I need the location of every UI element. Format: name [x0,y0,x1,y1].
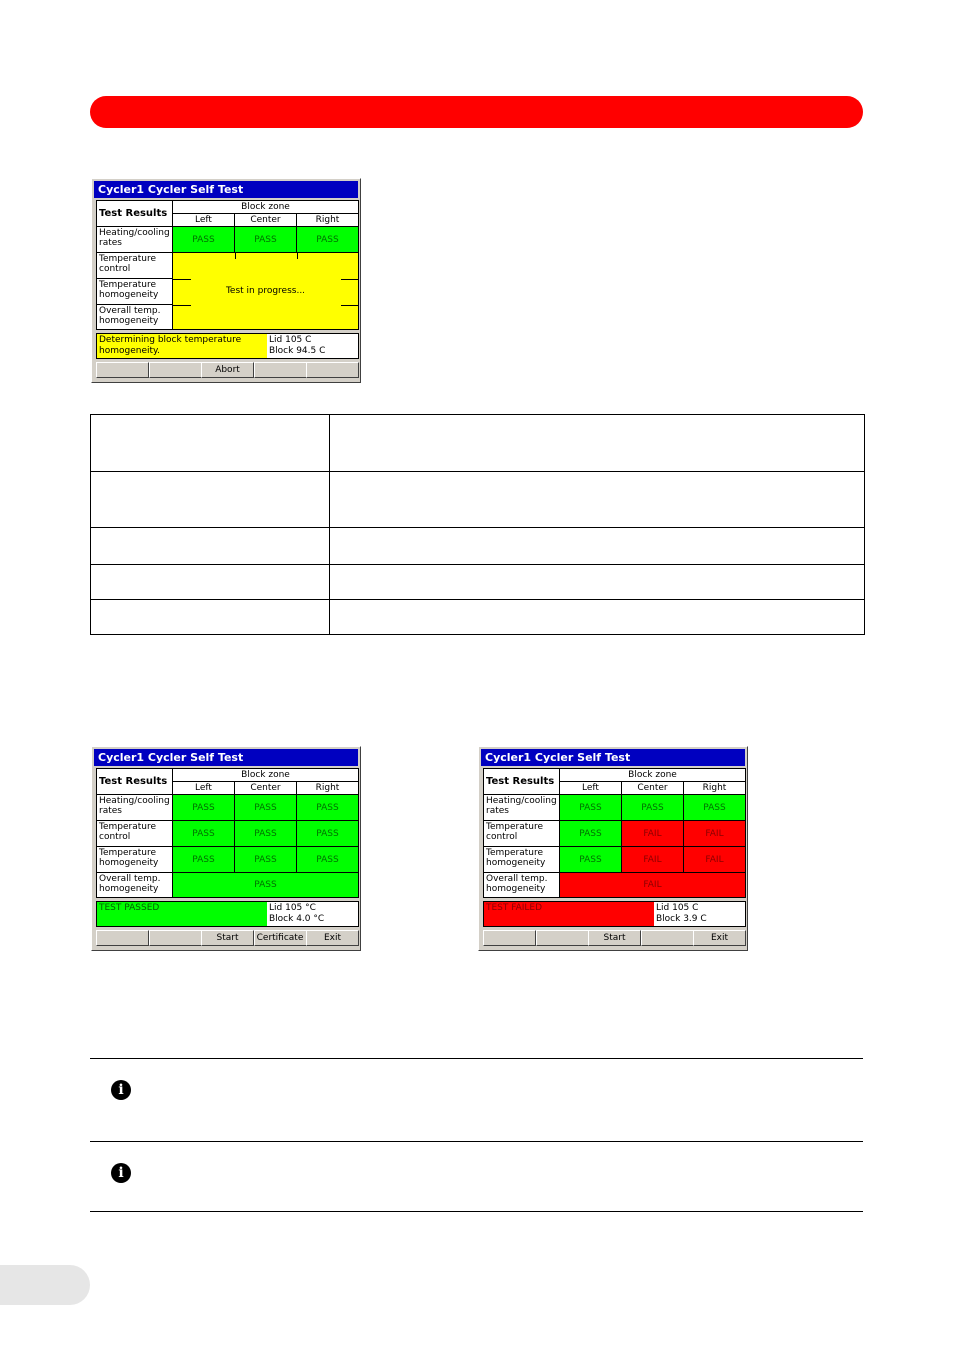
test-progress-area: Test in progress... [173,253,358,329]
result-cell: FAIL [684,821,745,847]
result-cell: PASS [297,847,358,873]
temperature-readout [269,335,325,357]
test-results-heading: Test Results [484,769,560,795]
button-bar [483,930,746,946]
self-test-window-failed [478,746,748,951]
test-results-heading: Test Results [97,769,173,795]
result-cell: PASS [684,795,745,821]
overall-result-cell: FAIL [560,873,745,897]
divider-tick [341,279,359,280]
result-cell: PASS [235,847,297,873]
block-zone-heading: Block zone [560,769,745,782]
self-test-window-passed [91,746,361,951]
divider-tick [297,253,298,259]
row-label: Overall temp. homogeneity [484,873,560,897]
row-label: Heating/cooling rates [484,795,560,821]
row-label: Temperature control [484,821,560,847]
blank-button[interactable] [641,930,694,946]
window-title: Cycler1 Cycler Self Test [481,749,745,766]
results-grid [96,200,359,330]
block-zone-heading: Block zone [173,201,358,214]
button-bar [96,930,359,946]
column-header-right: Right [297,782,358,795]
table-cell [91,472,330,528]
exit-button[interactable]: Exit [306,930,359,946]
lid-temperature: Lid 105 °C [269,903,316,913]
result-cell: PASS [560,821,622,847]
start-button[interactable]: Start [588,930,641,946]
row-label: Temperature control [97,821,173,847]
result-cell: FAIL [622,821,684,847]
blank-button[interactable] [306,362,359,378]
temperature-readout [656,903,707,925]
page-number-tab [0,1265,90,1305]
results-grid [96,768,359,898]
result-cell: PASS [173,847,235,873]
info-icon: i [111,1163,131,1183]
result-cell: FAIL [684,847,745,873]
result-cell: PASS [622,795,684,821]
table-cell [330,472,865,528]
description-table [90,414,865,635]
result-cell: PASS [560,847,622,873]
column-header-right: Right [297,214,358,227]
result-cell: PASS [235,795,297,821]
blank-button[interactable] [254,362,307,378]
lid-temperature: Lid 105 C [656,903,699,913]
row-label: Temperature homogeneity [97,847,173,873]
result-cell: PASS [173,821,235,847]
table-cell [91,600,330,635]
results-grid [483,768,746,898]
column-header-right: Right [684,782,745,795]
table-cell [330,565,865,600]
status-message: TEST PASSED [97,902,267,926]
certificate-button[interactable]: Certificate [254,930,307,946]
result-cell: PASS [173,227,235,253]
blank-button[interactable] [149,930,202,946]
blank-button[interactable] [483,930,536,946]
divider-tick [341,305,359,306]
window-title: Cycler1 Cycler Self Test [94,181,358,198]
column-header-center: Center [235,214,297,227]
note-divider [90,1058,863,1059]
row-label: Overall temp. homogeneity [97,873,173,897]
result-cell: FAIL [622,847,684,873]
test-results-heading: Test Results [97,201,173,227]
status-panel [483,901,746,927]
divider-tick [173,279,191,280]
note-divider [90,1211,863,1212]
table-cell [330,528,865,565]
divider-tick [173,305,191,306]
column-header-left: Left [173,214,235,227]
table-cell [91,415,330,472]
result-cell: PASS [297,227,358,253]
table-cell [91,565,330,600]
blank-button[interactable] [149,362,202,378]
block-temperature: Block 94.5 C [269,346,326,356]
blank-button[interactable] [96,362,149,378]
column-header-left: Left [173,782,235,795]
row-label: Temperature homogeneity [97,279,173,305]
exit-button[interactable]: Exit [693,930,746,946]
abort-button[interactable]: Abort [201,362,254,378]
temperature-readout [269,903,324,925]
result-cell: PASS [560,795,622,821]
row-label: Heating/cooling rates [97,227,173,253]
row-label: Overall temp. homogeneity [97,305,173,329]
info-icon: i [111,1080,131,1100]
note-divider [90,1141,863,1142]
row-label: Heating/cooling rates [97,795,173,821]
divider-tick [235,253,236,259]
row-label: Temperature control [97,253,173,279]
block-temperature: Block 4.0 °C [269,914,325,924]
start-button[interactable]: Start [201,930,254,946]
column-header-center: Center [622,782,684,795]
block-zone-heading: Block zone [173,769,358,782]
result-cell: PASS [235,227,297,253]
status-panel [96,333,359,359]
window-title: Cycler1 Cycler Self Test [94,749,358,766]
lid-temperature: Lid 105 C [269,335,312,345]
chapter-header-bar [90,96,863,128]
status-message: Determining block temperature homogeneity. [97,334,267,358]
blank-button[interactable] [536,930,589,946]
button-bar [96,362,359,378]
table-cell [91,528,330,565]
block-temperature: Block 3.9 C [656,914,707,924]
row-label: Temperature homogeneity [484,847,560,873]
result-cell: PASS [297,795,358,821]
table-cell [330,415,865,472]
blank-button[interactable] [96,930,149,946]
table-cell [330,600,865,635]
status-message: TEST FAILED [484,902,654,926]
column-header-center: Center [235,782,297,795]
result-cell: PASS [173,795,235,821]
overall-result-cell: PASS [173,873,358,897]
column-header-left: Left [560,782,622,795]
self-test-window-in-progress [91,178,361,383]
status-panel [96,901,359,927]
result-cell: PASS [297,821,358,847]
result-cell: PASS [235,821,297,847]
